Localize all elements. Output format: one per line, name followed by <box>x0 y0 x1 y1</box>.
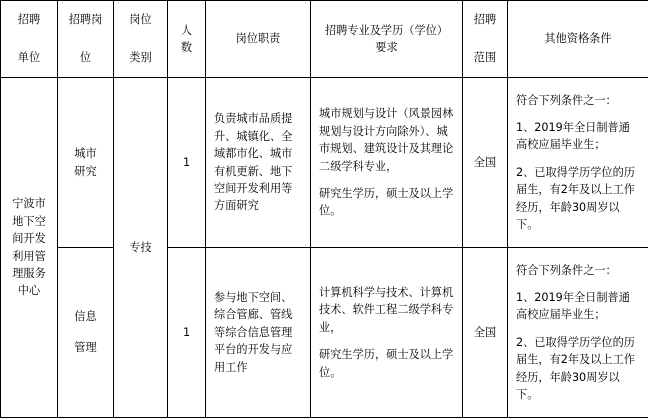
scope-cell <box>463 248 508 418</box>
count-cell <box>168 248 206 418</box>
header-scope-line1: 招聘 <box>463 11 507 28</box>
header-count <box>168 1 206 78</box>
duties-cell <box>206 78 311 248</box>
header-row <box>1 1 648 78</box>
conditions-intro: 符合下列条件之一： <box>516 262 640 279</box>
header-category <box>114 1 168 78</box>
conditions-intro: 符合下列条件之一： <box>516 92 640 109</box>
scope-cell <box>463 78 508 248</box>
header-count-line1: 人 <box>168 22 205 39</box>
major-cell <box>311 78 463 248</box>
table-row <box>1 248 648 418</box>
count-cell <box>168 78 206 248</box>
position-line1: 信息 <box>58 302 113 332</box>
position-line2: 研究 <box>58 163 113 180</box>
position-line1: 城市 <box>58 145 113 162</box>
header-unit-line2: 单位 <box>1 49 57 66</box>
major-cell <box>311 248 463 418</box>
category-value: 专技 <box>129 241 151 254</box>
header-other <box>508 1 648 78</box>
header-position-line1: 招聘岗 <box>58 11 113 28</box>
condition-item: 1、2019年全日制普通高校应届毕业生； <box>516 119 640 154</box>
header-duties <box>206 1 311 78</box>
count-value: 1 <box>183 156 190 169</box>
condition-item: 2、已取得学历学位的历届生，有2年及以上工作经历，年龄30周岁以下。 <box>516 164 640 233</box>
duties-cell <box>206 248 311 418</box>
degree-text: 研究生学历，硕士及以上学位。 <box>319 185 454 220</box>
header-duties-label: 岗位职责 <box>236 32 281 45</box>
header-category-line1: 岗位 <box>114 11 167 28</box>
condition-item: 2、已取得学历学位的历届生，有2年及以上工作经历，年龄30周岁以下。 <box>516 334 640 403</box>
table-row <box>1 78 648 248</box>
unit-name: 宁波市地下空间开发利用管理服务中心 <box>12 197 46 297</box>
major-text: 城市规划与设计（风景园林规划与设计方向除外）、城市规划、建筑设计及其理论二级学科专业， <box>319 105 454 174</box>
header-major <box>311 1 463 78</box>
header-category-line2: 类别 <box>114 49 167 66</box>
conditions-cell <box>508 248 648 418</box>
scope-value: 全国 <box>474 156 496 169</box>
header-position-line2: 位 <box>58 49 113 66</box>
header-other-label: 其他资格条件 <box>544 32 611 45</box>
position-cell <box>58 248 114 418</box>
conditions-cell <box>508 78 648 248</box>
header-scope-line2: 范围 <box>463 49 507 66</box>
scope-value: 全国 <box>474 326 496 339</box>
degree-text: 研究生学历，硕士及以上学位。 <box>319 346 454 381</box>
position-cell <box>58 78 114 248</box>
position-line2: 管理 <box>58 333 113 363</box>
duties-text: 参与地下空间、综合管廊、管线等综合信息管理平台的开发与应用工作 <box>214 291 292 373</box>
count-value: 1 <box>183 326 190 339</box>
unit-cell <box>1 78 58 418</box>
header-count-line2: 数 <box>168 39 205 56</box>
major-text: 计算机科学与技术、计算机技术、软件工程二级学科专业， <box>319 284 454 336</box>
header-unit-line1: 招聘 <box>1 11 57 28</box>
category-cell <box>114 78 168 418</box>
duties-text: 负责城市品质提升、城镇化、全域都市化、城市有机更新、地下空间开发利用等方面研究 <box>214 112 292 212</box>
header-major-line1: 招聘专业及学历（学位） <box>311 22 462 39</box>
header-unit <box>1 1 58 78</box>
header-scope <box>463 1 508 78</box>
condition-item: 1、2019年全日制普通高校应届毕业生； <box>516 289 640 324</box>
header-position <box>58 1 114 78</box>
header-major-line2: 要求 <box>311 39 462 56</box>
